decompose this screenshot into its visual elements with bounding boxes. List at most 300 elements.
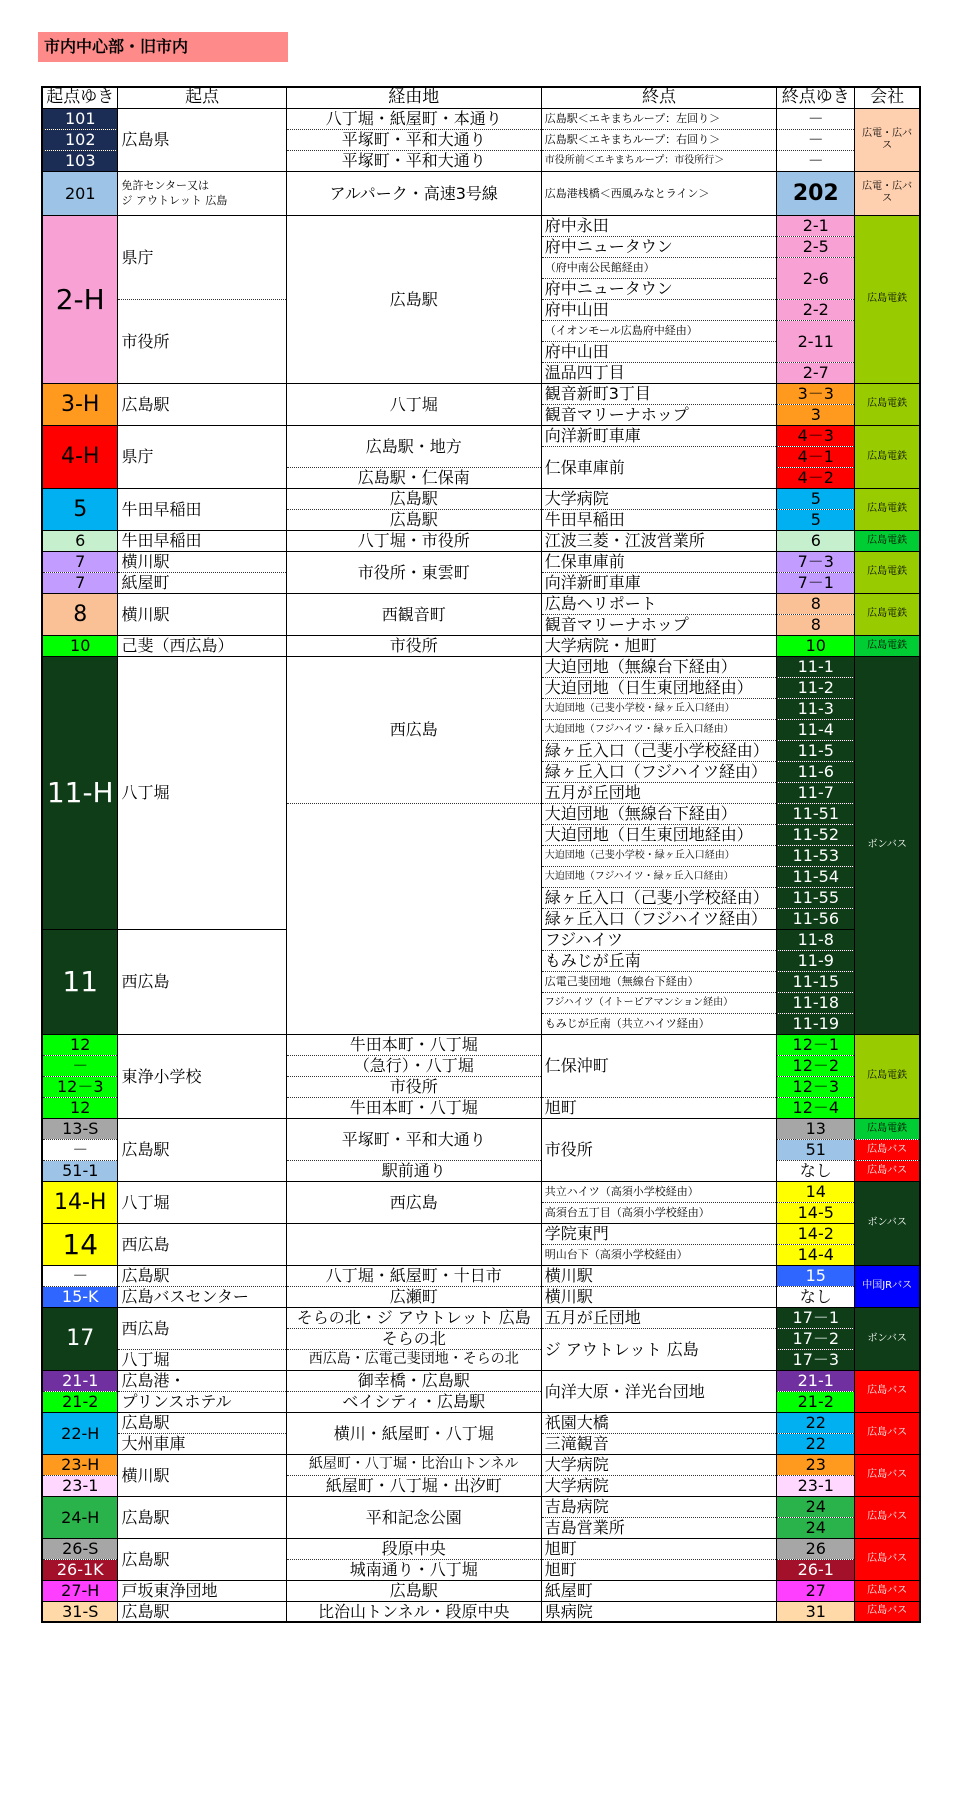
terminal-code: 26-1 (777, 1559, 855, 1580)
company: 広島電鉄 (855, 425, 920, 488)
terminal: 三滝観音 (541, 1433, 777, 1454)
via: アルパーク・高速3号線 (286, 171, 541, 215)
origin-code: 5 (42, 488, 118, 530)
terminal: 紙屋町 (541, 1580, 777, 1601)
terminal-code: 11-52 (777, 824, 855, 845)
table-row (42, 635, 920, 656)
terminal-code: 12－2 (777, 1055, 855, 1076)
origin-code: 17 (42, 1307, 118, 1370)
terminal: 大迫団地（無線台下経由） (541, 803, 777, 824)
table-row (42, 593, 920, 614)
table-row (42, 383, 920, 404)
terminal: 府中ニュータウン (541, 236, 777, 257)
via: 牛田本町・八丁堀 (286, 1034, 541, 1055)
terminal-code: 22 (777, 1433, 855, 1454)
origin: 横川駅 (118, 593, 286, 635)
terminal-code: 11-8 (777, 929, 855, 950)
origin: 西広島 (118, 929, 286, 1034)
terminal: 府中山田 (541, 341, 777, 362)
via: 西観音町 (286, 593, 541, 635)
company: 広島電鉄 (855, 530, 920, 551)
origin: 市役所 (118, 299, 286, 383)
via: 比治山トンネル・段原中央 (286, 1601, 541, 1622)
terminal-code: 11-19 (777, 1013, 855, 1034)
table-row (42, 1181, 920, 1202)
origin: 牛田早稲田 (118, 530, 286, 551)
terminal: もみじが丘南（共立ハイツ経由） (541, 1013, 777, 1034)
via: 西広島 (286, 1181, 541, 1223)
table-row (42, 171, 920, 215)
table-row (42, 1454, 920, 1475)
origin-code: 24-H (42, 1496, 118, 1538)
via: 牛田本町・八丁堀 (286, 1097, 541, 1118)
via: 広島駅 (286, 509, 541, 530)
origin: 広島県 (118, 108, 286, 171)
origin-code: 4-H (42, 425, 118, 488)
company: ボンバス (855, 1307, 920, 1370)
terminal: 広電己斐団地（無線台下経由） (541, 971, 777, 992)
origin-code: 23-1 (42, 1475, 118, 1496)
terminal: 府中永田 (541, 215, 777, 236)
header-via: 経由地 (286, 87, 541, 108)
terminal: 向洋新町車庫 (541, 572, 777, 593)
via-blank (286, 803, 541, 1034)
terminal-code: 13 (777, 1118, 855, 1139)
terminal: 温品四丁目 (541, 362, 777, 383)
terminal: 横川駅 (541, 1265, 777, 1286)
terminal-code: 21-1 (777, 1370, 855, 1391)
origin-code: 27-H (42, 1580, 118, 1601)
terminal-code: 31 (777, 1601, 855, 1622)
table-row (42, 1349, 920, 1370)
table-row (42, 108, 920, 129)
table-row (42, 1307, 920, 1328)
terminal-code: なし (777, 1160, 855, 1181)
terminal-code: 11-55 (777, 887, 855, 908)
origin: プリンスホテル (118, 1391, 286, 1412)
terminal: 牛田早稲田 (541, 509, 777, 530)
origin: 戸坂東浄団地 (118, 1580, 286, 1601)
table-row (42, 1286, 920, 1307)
terminal: 大学病院 (541, 1454, 777, 1475)
terminal: 向洋大原・洋光台団地 (541, 1370, 777, 1412)
terminal-code: 5 (777, 509, 855, 530)
company: 広島バス (855, 1370, 920, 1412)
company: 広島電鉄 (855, 488, 920, 530)
origin-code: 12 (42, 1034, 118, 1055)
company: 広島バス (855, 1160, 920, 1181)
terminal-code: 8 (777, 614, 855, 635)
via: 広瀬町 (286, 1286, 541, 1307)
table-row (42, 1034, 920, 1055)
terminal-code: 8 (777, 593, 855, 614)
terminal-code: 4－3 (777, 425, 855, 446)
origin: 広島駅 (118, 1538, 286, 1580)
origin: 紙屋町 (118, 572, 286, 593)
origin: 己斐（西広島） (118, 635, 286, 656)
company: 広島バス (855, 1412, 920, 1454)
terminal: 大迫団地（無線台下経由） (541, 656, 777, 677)
via: 広島駅・仁保南 (286, 467, 541, 488)
origin-code: 13-S (42, 1118, 118, 1139)
company: 広島バス (855, 1496, 920, 1538)
terminal: 市役所 (541, 1118, 777, 1181)
via: ベイシティ・広島駅 (286, 1391, 541, 1412)
table-header-row (42, 87, 920, 108)
terminal: 大迫団地（日生東団地経由） (541, 677, 777, 698)
table-row (42, 530, 920, 551)
terminal: 大迫団地（フジハイツ・緑ヶ丘入口経由） (541, 866, 777, 887)
via: 広島駅 (286, 488, 541, 509)
terminal: 向洋新町車庫 (541, 425, 777, 446)
terminal-code: 2-1 (777, 215, 855, 236)
via: 八丁堀・紙屋町・本通り (286, 108, 541, 129)
via: 西広島・広電己斐団地・そらの北 (286, 1349, 541, 1370)
terminal: 旭町 (541, 1097, 777, 1118)
terminal-code: 51 (777, 1139, 855, 1160)
terminal-code: 24 (777, 1496, 855, 1517)
origin-code: 31-S (42, 1601, 118, 1622)
terminal: 吉島営業所 (541, 1517, 777, 1538)
header-origin: 起点 (118, 87, 286, 108)
origin-code: 6 (42, 530, 118, 551)
origin-code: 101 (42, 108, 118, 129)
terminal-code: 21-2 (777, 1391, 855, 1412)
via: 平和記念公園 (286, 1496, 541, 1538)
origin-code: 102 (42, 129, 118, 150)
terminal: 府中ニュータウン (541, 278, 777, 299)
via: 城南通り・八丁堀 (286, 1559, 541, 1580)
terminal-code: 6 (777, 530, 855, 551)
terminal: 共立ハイツ（高須小学校経由） (541, 1181, 777, 1202)
origin-code: 22-H (42, 1412, 118, 1454)
terminal-code: 4－1 (777, 446, 855, 467)
origin-code: 21-2 (42, 1391, 118, 1412)
origin-code: 7 (42, 572, 118, 593)
origin: 広島港・ (118, 1370, 286, 1391)
via: 八丁堀・市役所 (286, 530, 541, 551)
origin-code: 21-1 (42, 1370, 118, 1391)
company: 広島電鉄 (855, 215, 920, 383)
origin-code: 51-1 (42, 1160, 118, 1181)
via: 紙屋町・八丁堀・出汐町 (286, 1475, 541, 1496)
company: ボンバス (855, 656, 920, 1034)
origin: 横川駅 (118, 551, 286, 572)
terminal: 学院東門 (541, 1223, 777, 1244)
origin-code: 103 (42, 150, 118, 171)
terminal-code: － (777, 108, 855, 129)
origin-code: 11 (42, 929, 118, 1034)
origin: 東浄小学校 (118, 1034, 286, 1118)
origin-code: 7 (42, 551, 118, 572)
table-row (42, 425, 920, 446)
company: 広島電鉄 (855, 383, 920, 425)
terminal: フジハイツ（イトーピアマンション経由） (541, 992, 777, 1013)
origin: 八丁堀 (118, 656, 286, 929)
origin-code: 15-K (42, 1286, 118, 1307)
terminal-code: 11-15 (777, 971, 855, 992)
via: 平塚町・平和大通り (286, 150, 541, 171)
origin-code: － (42, 1139, 118, 1160)
origin-code: 26-1K (42, 1559, 118, 1580)
origin: 広島駅 (118, 1265, 286, 1286)
origin: 広島駅 (118, 1118, 286, 1181)
terminal: 緑ヶ丘入口（フジハイツ経由） (541, 761, 777, 782)
terminal: 府中山田 (541, 299, 777, 320)
company: 広島電鉄 (855, 593, 920, 635)
table-row (42, 1391, 920, 1412)
terminal-code: 15 (777, 1265, 855, 1286)
terminal: （府中南公民館経由） (541, 257, 777, 278)
origin: 西広島 (118, 1223, 286, 1265)
table-row (42, 1601, 920, 1622)
origin: 西広島 (118, 1307, 286, 1349)
via: 西広島 (286, 656, 541, 803)
terminal-code: 24 (777, 1517, 855, 1538)
terminal: もみじが丘南 (541, 950, 777, 971)
terminal-code: 11-53 (777, 845, 855, 866)
terminal-code: 12－3 (777, 1076, 855, 1097)
via: 紙屋町・八丁堀・比治山トンネル (286, 1454, 541, 1475)
terminal-code: 14 (777, 1181, 855, 1202)
terminal-code: 3 (777, 404, 855, 425)
via: そらの北・ジ アウトレット 広島 (286, 1307, 541, 1328)
terminal-code: 17－1 (777, 1307, 855, 1328)
origin: 広島駅 (118, 1496, 286, 1538)
terminal-code: 14-4 (777, 1244, 855, 1265)
origin: 八丁堀 (118, 1181, 286, 1223)
via: 広島駅 (286, 1580, 541, 1601)
terminal-code: 23-1 (777, 1475, 855, 1496)
company: 中国JRバス (855, 1265, 920, 1307)
company: 広島電鉄 (855, 1034, 920, 1118)
origin-code: 14-H (42, 1181, 118, 1223)
terminal-code: 11-18 (777, 992, 855, 1013)
terminal: 五月が丘団地 (541, 782, 777, 803)
terminal-code: － (777, 129, 855, 150)
via: 広島駅・地方 (286, 425, 541, 467)
table-row (42, 1265, 920, 1286)
terminal: 江波三菱・江波営業所 (541, 530, 777, 551)
terminal-code: 22 (777, 1412, 855, 1433)
route-table (41, 86, 921, 1623)
terminal: 緑ヶ丘入口（己斐小学校経由） (541, 740, 777, 761)
company: 広島電鉄 (855, 635, 920, 656)
company: 広電・広バス (855, 171, 920, 215)
company: 広電・広バス (855, 108, 920, 171)
origin-code: 23-H (42, 1454, 118, 1475)
origin-line: ジ アウトレット 広島 (121, 194, 228, 207)
terminal: 仁保沖町 (541, 1034, 777, 1097)
origin-code: 8 (42, 593, 118, 635)
terminal-code: 11-2 (777, 677, 855, 698)
origin-code: 12－3 (42, 1076, 118, 1097)
via: 八丁堀 (286, 383, 541, 425)
company: 広島バス (855, 1454, 920, 1496)
table-row (42, 1580, 920, 1601)
terminal-code: 10 (777, 635, 855, 656)
terminal-code: 11-7 (777, 782, 855, 803)
company: 広島バス (855, 1139, 920, 1160)
terminal-code: 4－2 (777, 467, 855, 488)
via: 平塚町・平和大通り (286, 1118, 541, 1160)
terminal: 吉島病院 (541, 1496, 777, 1517)
via: 御幸橋・広島駅 (286, 1370, 541, 1391)
terminal-code: 2-2 (777, 299, 855, 320)
terminal-code: 11-51 (777, 803, 855, 824)
table-row (42, 1118, 920, 1139)
terminal-code: 26 (777, 1538, 855, 1559)
company: 広島バス (855, 1538, 920, 1580)
origin-code: 26-S (42, 1538, 118, 1559)
origin-code: 2-H (42, 215, 118, 383)
terminal: ジ アウトレット 広島 (541, 1328, 777, 1370)
terminal-code: 11-5 (777, 740, 855, 761)
terminal: 市役所前＜エキまちループ：市役所行＞ (541, 150, 777, 171)
table-row (42, 1370, 920, 1391)
via-blank (286, 1223, 541, 1265)
via: 広島駅 (286, 215, 541, 383)
terminal-code: 12－1 (777, 1034, 855, 1055)
terminal-code: 2-11 (777, 320, 855, 362)
origin: 広島駅 (118, 1412, 286, 1433)
via: 八丁堀・紙屋町・十日市 (286, 1265, 541, 1286)
terminal-code: 7－3 (777, 551, 855, 572)
table-row (42, 1538, 920, 1559)
origin: 牛田早稲田 (118, 488, 286, 530)
origin-code: 14 (42, 1223, 118, 1265)
company: 広島バス (855, 1580, 920, 1601)
terminal: 旭町 (541, 1559, 777, 1580)
terminal-code: 7－1 (777, 572, 855, 593)
table-row (42, 1496, 920, 1517)
origin-code: 11-H (42, 656, 118, 929)
terminal-code: 2-6 (777, 257, 855, 299)
via: 平塚町・平和大通り (286, 129, 541, 150)
terminal: 仁保車庫前 (541, 446, 777, 488)
terminal: 祇園大橋 (541, 1412, 777, 1433)
terminal: 広島駅＜エキまちループ：左回り＞ (541, 108, 777, 129)
origin: 広島バスセンター (118, 1286, 286, 1307)
terminal-code: 11-3 (777, 698, 855, 719)
table-row (42, 551, 920, 572)
via: そらの北 (286, 1328, 541, 1349)
terminal-code: なし (777, 1286, 855, 1307)
terminal-code: 202 (777, 171, 855, 215)
terminal: 五月が丘団地 (541, 1307, 777, 1328)
header-terminal-dest: 終点ゆき (777, 87, 855, 108)
origin (118, 171, 286, 215)
via: 市役所 (286, 635, 541, 656)
terminal-code: 2-5 (777, 236, 855, 257)
terminal-code: 14-5 (777, 1202, 855, 1223)
company: 広島電鉄 (855, 1118, 920, 1139)
header-terminal: 終点 (541, 87, 777, 108)
terminal: 大学病院 (541, 488, 777, 509)
company: 広島バス (855, 1601, 920, 1622)
via: 市役所 (286, 1076, 541, 1097)
terminal-code: 27 (777, 1580, 855, 1601)
origin-line: 免許センター又は (121, 179, 210, 192)
via: 横川・紙屋町・八丁堀 (286, 1412, 541, 1454)
terminal-code: 11-6 (777, 761, 855, 782)
origin: 県庁 (118, 425, 286, 488)
terminal: 観音マリーナホップ (541, 614, 777, 635)
table-row (42, 488, 920, 509)
terminal-code: － (777, 150, 855, 171)
terminal: 大学病院・旭町 (541, 635, 777, 656)
terminal: （イオンモール広島府中経由） (541, 320, 777, 341)
terminal: 緑ヶ丘入口（フジハイツ経由） (541, 908, 777, 929)
origin-code: 10 (42, 635, 118, 656)
terminal-code: 2-7 (777, 362, 855, 383)
terminal: 旭町 (541, 1538, 777, 1559)
company: 広島電鉄 (855, 551, 920, 593)
terminal: 大迫団地（日生東団地経由） (541, 824, 777, 845)
terminal: 大学病院 (541, 1475, 777, 1496)
terminal: 横川駅 (541, 1286, 777, 1307)
terminal-code: 12－4 (777, 1097, 855, 1118)
terminal-code: 11-1 (777, 656, 855, 677)
terminal-code: 17－2 (777, 1328, 855, 1349)
via: 市役所・東雲町 (286, 551, 541, 593)
terminal: 大迫団地（己斐小学校・緑ヶ丘入口経由） (541, 698, 777, 719)
terminal: 観音マリーナホップ (541, 404, 777, 425)
terminal-code: 5 (777, 488, 855, 509)
origin: 広島駅 (118, 1601, 286, 1622)
terminal: 広島駅＜エキまちループ：右回り＞ (541, 129, 777, 150)
origin-code: － (42, 1265, 118, 1286)
terminal-code: 17－3 (777, 1349, 855, 1370)
origin-code: 3-H (42, 383, 118, 425)
via: 段原中央 (286, 1538, 541, 1559)
origin: 県庁 (118, 215, 286, 299)
terminal: 大迫団地（フジハイツ・緑ヶ丘入口経由） (541, 719, 777, 740)
table-row (42, 1412, 920, 1433)
terminal: 大迫団地（己斐小学校・緑ヶ丘入口経由） (541, 845, 777, 866)
table-row (42, 1223, 920, 1244)
terminal: 明山台下（高須小学校経由） (541, 1244, 777, 1265)
terminal: 緑ヶ丘入口（己斐小学校経由） (541, 887, 777, 908)
terminal: 広島ヘリポート (541, 593, 777, 614)
origin-code: 12 (42, 1097, 118, 1118)
terminal: 県病院 (541, 1601, 777, 1622)
terminal: 観音新町3丁目 (541, 383, 777, 404)
via: 駅前通り (286, 1160, 541, 1181)
origin-code: 201 (42, 171, 118, 215)
via: （急行）・八丁堀 (286, 1055, 541, 1076)
terminal: 高須台五丁目（高須小学校経由） (541, 1202, 777, 1223)
terminal-code: 11-9 (777, 950, 855, 971)
terminal-code: 3－3 (777, 383, 855, 404)
terminal-code: 14-2 (777, 1223, 855, 1244)
header-company: 会社 (855, 87, 920, 108)
origin: 八丁堀 (118, 1349, 286, 1370)
header-origin-dest: 起点ゆき (42, 87, 118, 108)
origin: 大州車庫 (118, 1433, 286, 1454)
terminal-code: 23 (777, 1454, 855, 1475)
terminal: フジハイツ (541, 929, 777, 950)
table-row (42, 215, 920, 236)
origin-code: － (42, 1055, 118, 1076)
terminal-code: 11-4 (777, 719, 855, 740)
company: ボンバス (855, 1181, 920, 1265)
terminal-code: 11-54 (777, 866, 855, 887)
terminal-code: 11-56 (777, 908, 855, 929)
origin: 広島駅 (118, 383, 286, 425)
origin: 横川駅 (118, 1454, 286, 1496)
page-title: 市内中心部・旧市内 (38, 32, 288, 62)
